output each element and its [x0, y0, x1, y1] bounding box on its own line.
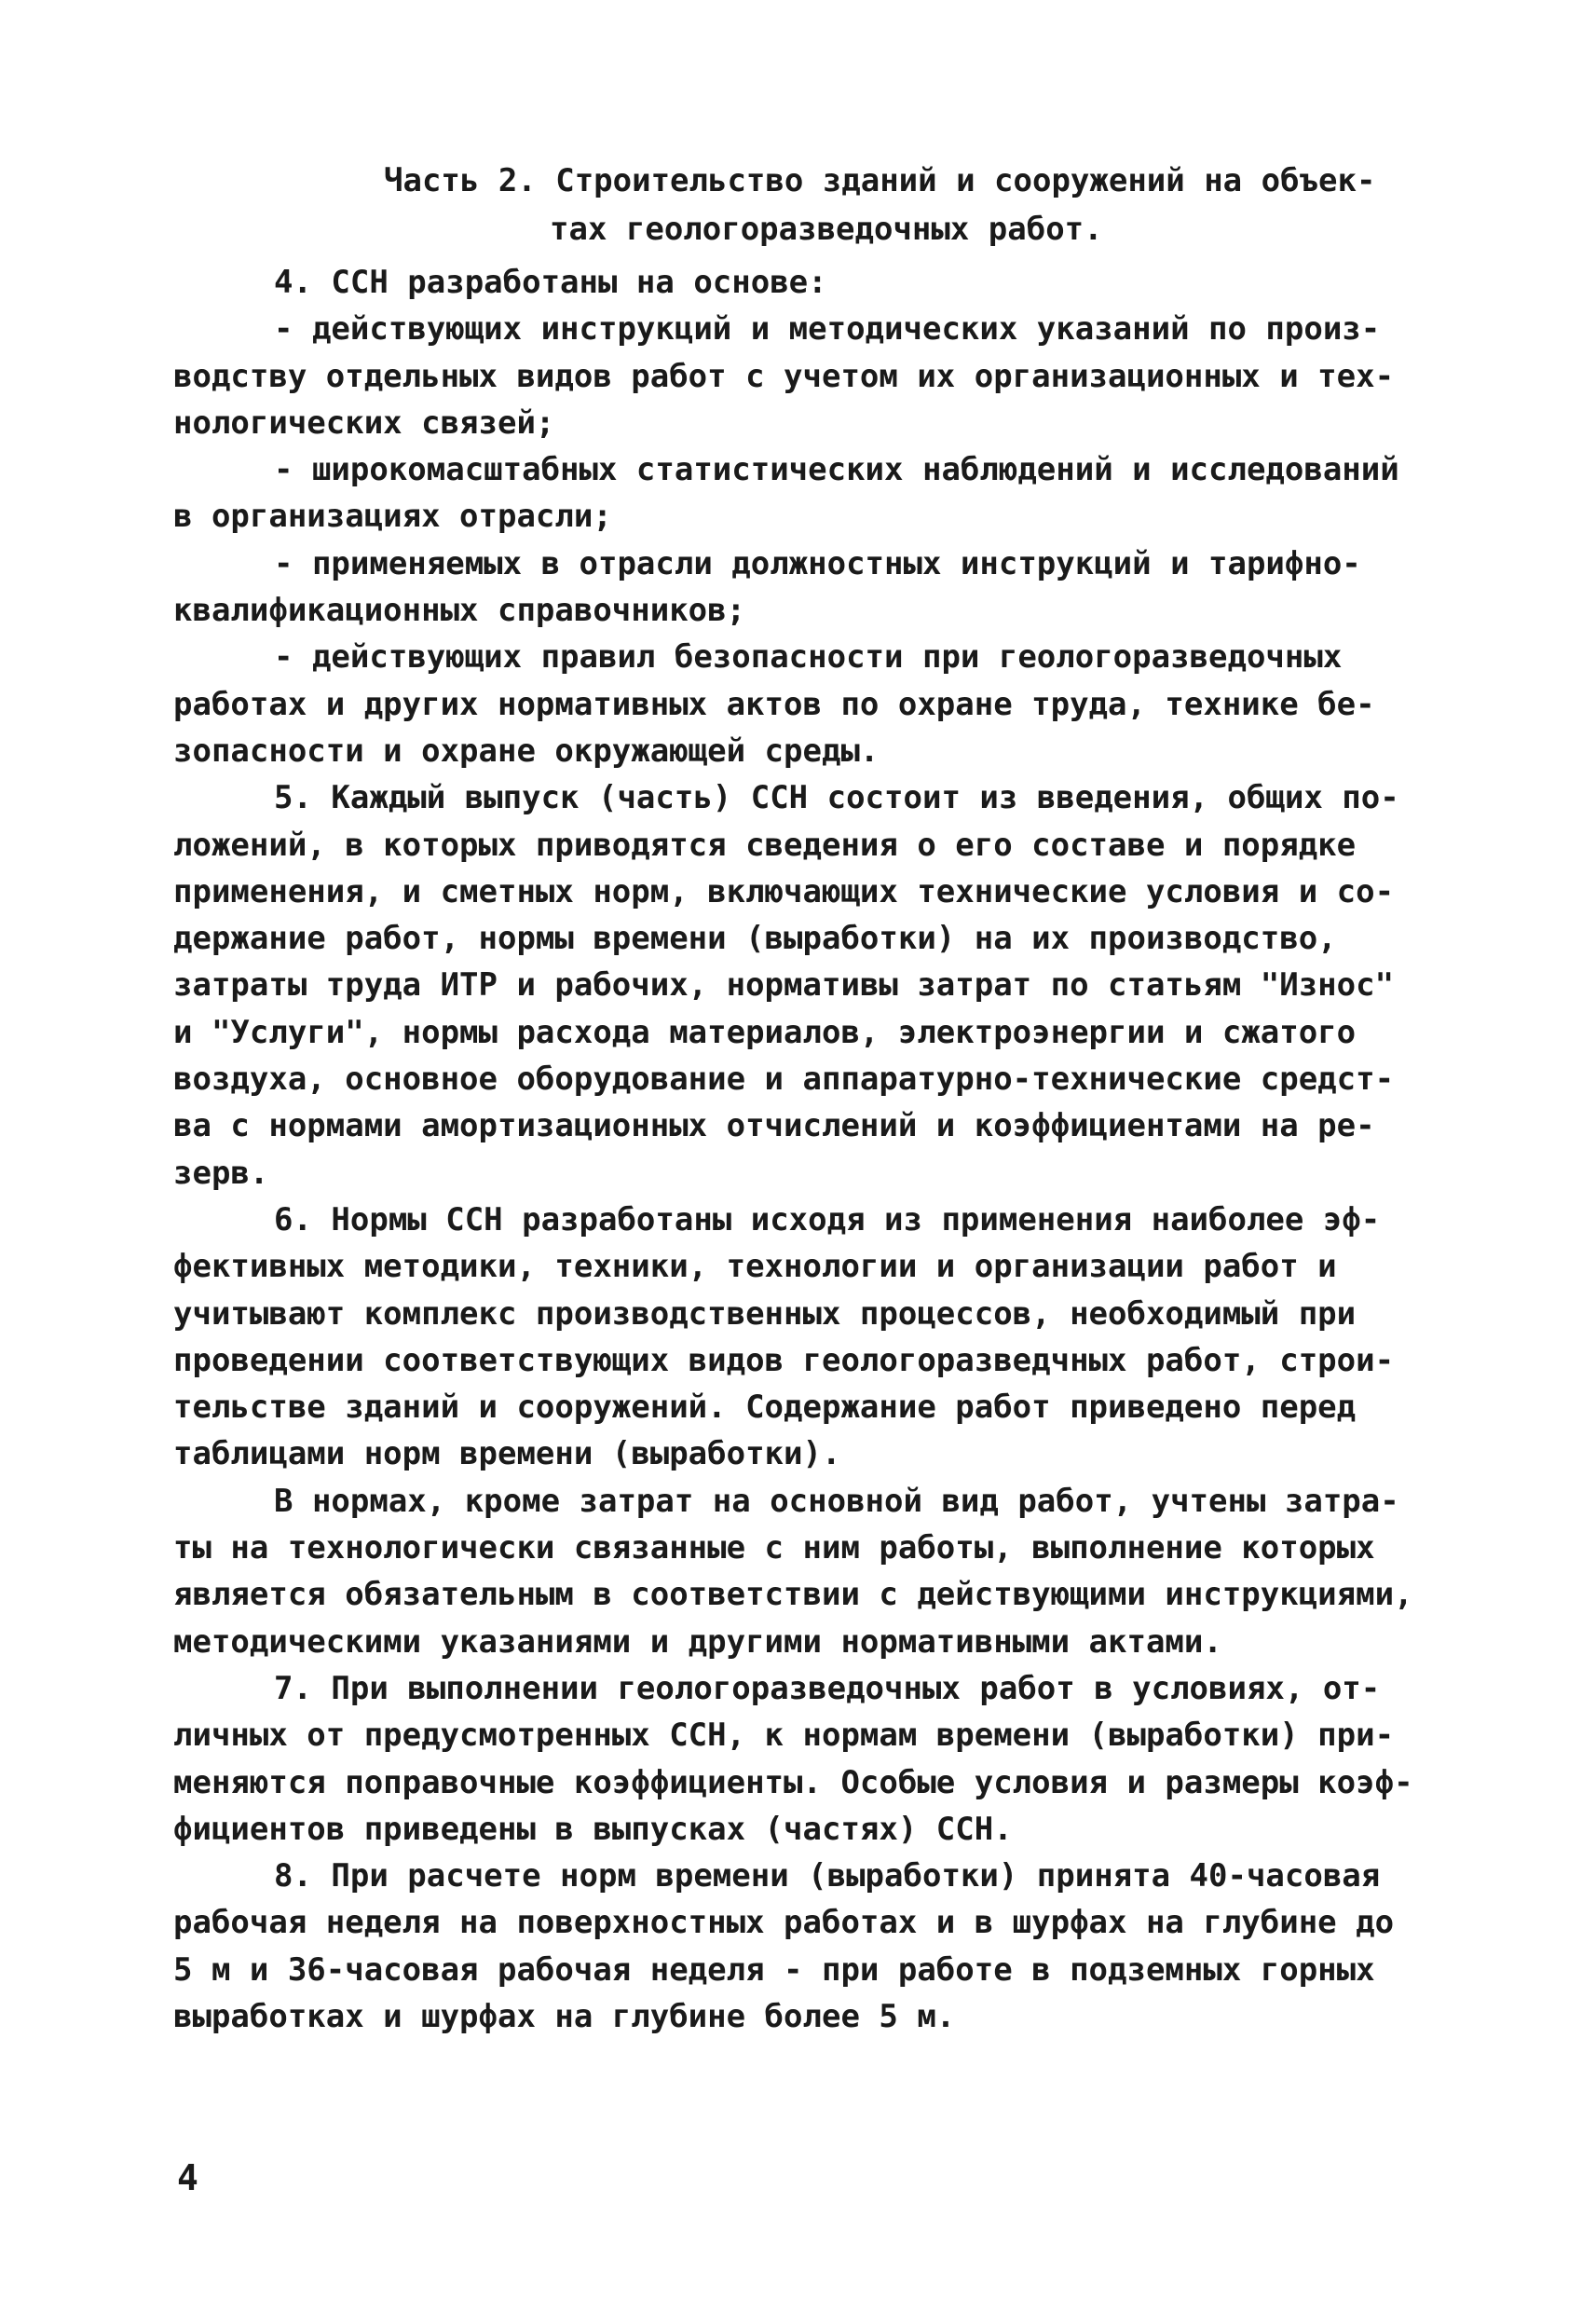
text-line: держание работ, нормы времени (выработки) на их производство,	[173, 920, 1337, 958]
paragraph-4-heading: 4. ССН разработаны на основе:	[274, 264, 827, 301]
text-line: затраты труда ИТР и рабочих, нормативы затрат по статьям "Износ"	[173, 966, 1395, 1005]
text-line: фективных методики, техники, технологии и организации работ и	[173, 1248, 1337, 1286]
text-line: 5 м и 36-часовая рабочая неделя - при работе в подземных горных	[173, 1950, 1375, 1989]
part-heading-line-2: тах геологоразведочных работ.	[550, 211, 1103, 248]
text-line: применения, и сметных норм, включающих технические условия и со-	[173, 872, 1395, 910]
text-line: тельстве зданий и сооружений. Содержание работ приведено перед	[173, 1389, 1357, 1427]
text-line: ты на технологически связанные с ним работы, выполнение которых	[173, 1529, 1375, 1567]
text-line: работах и других нормативных актов по охране труда, технике бе-	[173, 685, 1375, 723]
document-body	[173, 259, 1431, 2040]
paragraph-8: 8. При расчете норм времени (выработки) принята 40-часовая	[274, 1857, 1381, 1895]
text-line: является обязательным в соответствии с действующими инструкциями,	[173, 1576, 1413, 1614]
text-line: методическими указаниями и другими нормативными актами.	[173, 1622, 1222, 1661]
text-line: зерв.	[173, 1154, 269, 1192]
text-line: таблицами норм времени (выработки).	[173, 1435, 841, 1473]
paragraph-7: 7. При выполнении геологоразведочных работ в условиях, от-	[274, 1669, 1381, 1707]
text-line: выработках и шурфах на глубине более 5 м.	[173, 1997, 956, 2035]
list-item-observations: - широкомасштабных статистических наблюдений и исследований	[274, 451, 1399, 489]
text-line: зопасности и охране окружающей среды.	[173, 732, 880, 770]
list-item-job-instructions: - применяемых в отрасли должностных инструкций и тарифно-	[274, 544, 1361, 582]
list-item-instructions: - действующих инструкций и методических указаний по произ-	[274, 310, 1381, 349]
text-line: в организациях отрасли;	[173, 498, 612, 536]
text-line: квалификационных справочников;	[173, 592, 746, 630]
text-line: водству отдельных видов работ с учетом их организационных и тех-	[173, 357, 1395, 395]
paragraph-6: 6. Нормы ССН разработаны исходя из применения наиболее эф-	[274, 1200, 1381, 1238]
text-line: рабочая неделя на поверхностных работах и в шурфах на глубине до	[173, 1904, 1395, 1942]
text-line: личных от предусмотренных ССН, к нормам времени (выработки) при-	[173, 1717, 1395, 1755]
text-line: проведении соответствующих видов геологоразведчных работ, строи-	[173, 1341, 1395, 1379]
part-heading	[384, 157, 1427, 253]
text-line: и "Услуги", нормы расхода материалов, электроэнергии и сжатого	[173, 1013, 1357, 1051]
text-line: ложений, в которых приводятся сведения о его составе и порядке	[173, 826, 1357, 864]
page-number: 4	[177, 2157, 198, 2198]
list-item-safety-rules: - действующих правил безопасности при геологоразведочных	[274, 638, 1343, 677]
text-line: воздуха, основное оборудование и аппаратурно-технические средст-	[173, 1060, 1395, 1099]
part-heading-line-1: Часть 2. Строительство зданий и сооружений на объек-	[384, 162, 1376, 199]
paragraph-norms-costs: В нормах, кроме затрат на основной вид работ, учтены затра-	[274, 1482, 1399, 1520]
text-line: ва с нормами амортизационных отчислений и коэффициентами на ре-	[173, 1107, 1375, 1145]
text-line: нологических связей;	[173, 404, 555, 442]
text-line: учитывают комплекс производственных процессов, необходимый при	[173, 1294, 1357, 1333]
text-line: фициентов приведены в выпусках (частях) ССН.	[173, 1810, 1013, 1848]
text-line: меняются поправочные коэффициенты. Особые условия и размеры коэф-	[173, 1763, 1413, 1801]
paragraph-5: 5. Каждый выпуск (часть) ССН состоит из введения, общих по-	[274, 779, 1399, 817]
